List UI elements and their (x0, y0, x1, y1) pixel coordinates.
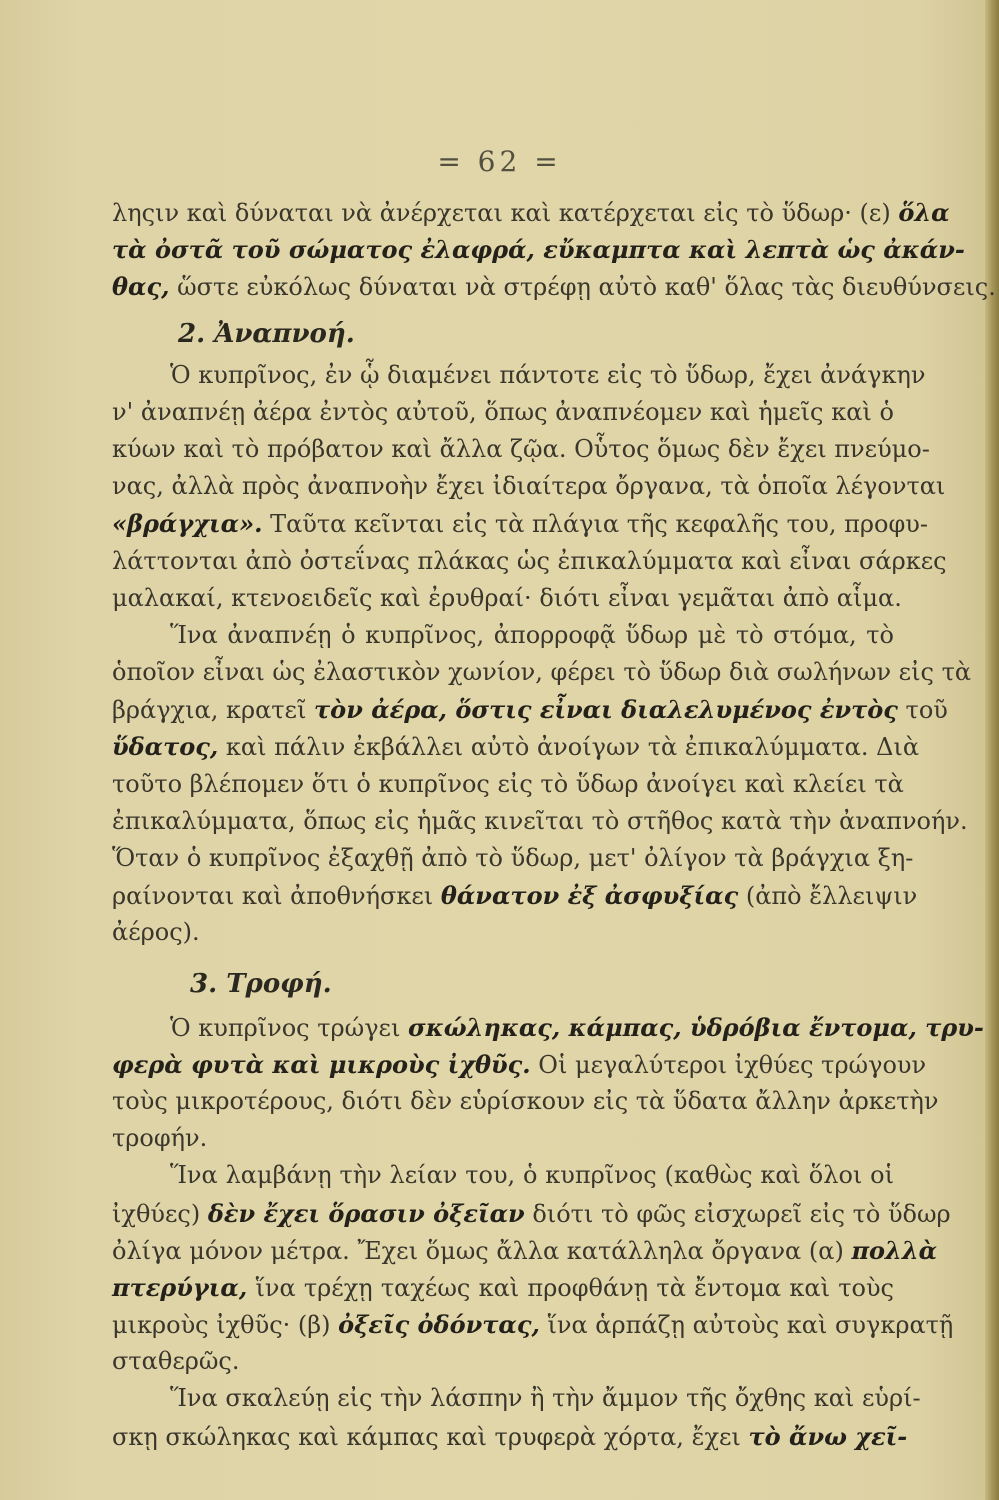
text-line (112, 1380, 921, 1417)
text-span: βράγχια, κρατεῖ (112, 696, 315, 725)
text-line (112, 505, 928, 542)
text-span: ὥστε εὐκόλως δύναται νὰ στρέφῃ αὐτὸ καθ' ὅλας τὰς διευθύνσεις. (169, 273, 996, 302)
emphasis-text: τὸ ἄνω χεῖ- (748, 1421, 908, 1451)
emphasis-text: θας, (112, 272, 170, 302)
text-span: σκῃ σκώληκας καὶ κάμπας καὶ τρυφερὰ χόρτα, ἔχει (112, 1422, 749, 1451)
text-line (112, 468, 946, 505)
text-line (112, 728, 920, 765)
page-number: = 62 = (437, 145, 562, 178)
text-span: σταθερῶς. (112, 1347, 240, 1376)
text-span: νας, ἀλλὰ πρὸς ἀναπνοὴν ἔχει ἰδιαίτερα ὄργανα, τὰ ὁποῖα λέγονται (112, 472, 946, 501)
text-span: ραίνονται καὶ ἀποθνήσκει (112, 882, 441, 911)
text-span: Οἱ μεγαλύτεροι ἰχθύες τρώγουν (530, 1050, 927, 1079)
text-span: Ταῦτα κεῖνται εἰς τὰ πλάγια τῆς κεφαλῆς του, προφυ- (262, 510, 928, 539)
text-span: Ὁ κυπρῖνος τρώγει (170, 1013, 409, 1042)
text-line (112, 1232, 938, 1269)
section-heading (112, 312, 894, 357)
page-edge (985, 0, 999, 1500)
text-line (112, 1306, 954, 1343)
text-span: κύων καὶ τὸ πρόβατον καὶ ἄλλα ζῷα. Οὗτος ὅμως δὲν ἔχει πνεύμο- (112, 434, 930, 463)
text-line (112, 1157, 894, 1194)
text-line (112, 268, 996, 305)
emphasis-text: ὀξεῖς ὀδόντας, (338, 1310, 540, 1340)
text-span: ὀλίγα μόνον μέτρα. Ἔχει ὅμως ἄλλα κατάλληλα ὄργανα (α) (112, 1236, 852, 1265)
body-text (112, 194, 996, 1455)
text-span: Ἵνα ἀναπνέῃ ὁ κυπρῖνος, ἀπορροφᾷ ὕδωρ μὲ τὸ στόμα, τὸ (170, 620, 894, 649)
text-span: τοῦτο βλέπομεν ὅτι ὁ κυπρῖνος εἰς τὸ ὕδωρ ἀνοίγει καὶ κλείει τὰ (112, 769, 904, 798)
text-line (112, 580, 902, 617)
text-span: ν' ἀναπνέῃ ἀέρα ἐντὸς αὐτοῦ, ὅπως ἀναπνέομεν καὶ ἡμεῖς καὶ ὁ (112, 397, 894, 426)
text-span: μαλακαί, κτενοειδεῖς καὶ ἐρυθραί· διότι εἶναι γεμᾶται ἀπὸ αἷμα. (112, 583, 902, 612)
text-line (112, 1046, 927, 1083)
text-line (112, 840, 914, 877)
emphasis-text: τὸν ἀέρα, ὅστις εἶναι διαλελυμένος ἐντὸς (314, 695, 898, 725)
text-line (112, 654, 972, 691)
emphasis-text: πολλὰ (851, 1235, 938, 1265)
text-span: ἵνα τρέχῃ ταχέως καὶ προφθάνῃ τὰ ἔντομα καὶ τοὺς (247, 1273, 894, 1302)
text-span: Ἵνα λαμβάνῃ τὴν λείαν του, ὁ κυπρῖνος (καθὼς καὶ ὅλοι οἱ (170, 1161, 894, 1190)
text-line (112, 1009, 984, 1046)
text-line (112, 877, 918, 914)
text-span: ληςιν καὶ δύναται νὰ ἀνέρχεται καὶ κατέρχεται εἰς τὸ ὕδωρ· (ε) (112, 199, 899, 227)
text-span: ἰχθύες) (112, 1199, 208, 1228)
text-line (112, 394, 894, 431)
emphasis-text: φερὰ φυτὰ καὶ μικροὺς ἰχθῦς. (112, 1049, 531, 1079)
text-span: 3. Τροφή. (190, 968, 332, 999)
text-span: Ἵνα σκαλεύῃ εἰς τὴν λάσπην ἢ τὴν ἄμμον τῆς ὄχθης καὶ εὑρί- (170, 1384, 921, 1413)
text-line (112, 231, 965, 268)
emphasis-text: θάνατον ἐξ ἀσφυξίας (440, 881, 739, 911)
text-span: ἐπικαλύμματα, ὅπως εἰς ἡμᾶς κινεῖται τὸ στῆθος κατὰ τὴν ἀναπνοήν. (112, 806, 968, 835)
emphasis-text: ὅλα (898, 198, 950, 227)
text-line (112, 914, 894, 951)
text-span: Ὁ κυπρῖνος, ἐν ᾧ διαμένει πάντοτε εἰς τὸ ὕδωρ, ἔχει ἀνάγκην (170, 360, 926, 389)
section-heading (112, 962, 894, 1007)
text-line (112, 543, 947, 580)
text-span: ὁποῖον εἶναι ὡς ἐλαστικὸν χωνίον, φέρει τὸ ὕδωρ διὰ σωλήνων εἰς τὰ (112, 658, 972, 687)
text-span: ἀέρος). (112, 918, 200, 947)
text-line (112, 1269, 894, 1306)
text-span: τροφήν. (112, 1124, 208, 1153)
emphasis-text: ὕδατος, (112, 732, 219, 762)
text-span: λάττονται ἀπὸ ὀστεΐνας πλάκας ὡς ἐπικαλύμματα καὶ εἶναι σάρκες (112, 546, 947, 575)
text-line (112, 803, 968, 840)
text-line (112, 691, 948, 728)
text-line (112, 194, 950, 231)
text-line (112, 431, 930, 468)
text-span: 2. Ἀναπνοή. (178, 318, 355, 349)
text-span: Ὅταν ὁ κυπρῖνος ἐξαχθῇ ἀπὸ τὸ ὕδωρ, μετ' ὀλίγον τὰ βράγχια ξη- (112, 844, 914, 872)
emphasis-text: σκώληκας, κάμπας, ὑδρόβια ἔντομα, τρυ- (408, 1012, 984, 1042)
emphasis-text: πτερύγια, (112, 1272, 248, 1302)
emphasis-text: τὰ ὀστᾶ τοῦ σώματος ἐλαφρά, εὔκαμπτα καὶ λεπτὰ ὡς ἀκάν- (112, 235, 965, 265)
text-span: τοὺς μικροτέρους, διότι δὲν εὑρίσκουν εἰς τὰ ὕδατα ἄλλην ἀρκετὴν (112, 1086, 939, 1115)
text-line (112, 766, 904, 803)
text-line (112, 1195, 951, 1232)
text-span: τοῦ (897, 696, 948, 725)
emphasis-text: δὲν ἔχει ὅρασιν ὀξεῖαν (207, 1198, 525, 1228)
emphasis-text: «βράγχια». (112, 509, 263, 539)
text-line (112, 617, 894, 654)
text-span: καὶ πάλιν ἐκβάλλει αὐτὸ ἀνοίγων τὰ ἐπικαλύμματα. Διὰ (218, 733, 920, 762)
text-span: διότι τὸ φῶς εἰσχωρεῖ εἰς τὸ ὕδωρ (524, 1199, 951, 1228)
text-line (112, 1418, 908, 1455)
text-span: (ἀπὸ ἔλλειψιν (738, 882, 918, 911)
text-span: μικροὺς ἰχθῦς· (β) (112, 1311, 339, 1340)
text-line (112, 357, 926, 394)
text-line (112, 1120, 894, 1157)
text-line (112, 1083, 939, 1120)
text-span: ἵνα ἁρπάζῃ αὐτοὺς καὶ συγκρατῇ (539, 1311, 954, 1340)
text-line (112, 1343, 894, 1380)
